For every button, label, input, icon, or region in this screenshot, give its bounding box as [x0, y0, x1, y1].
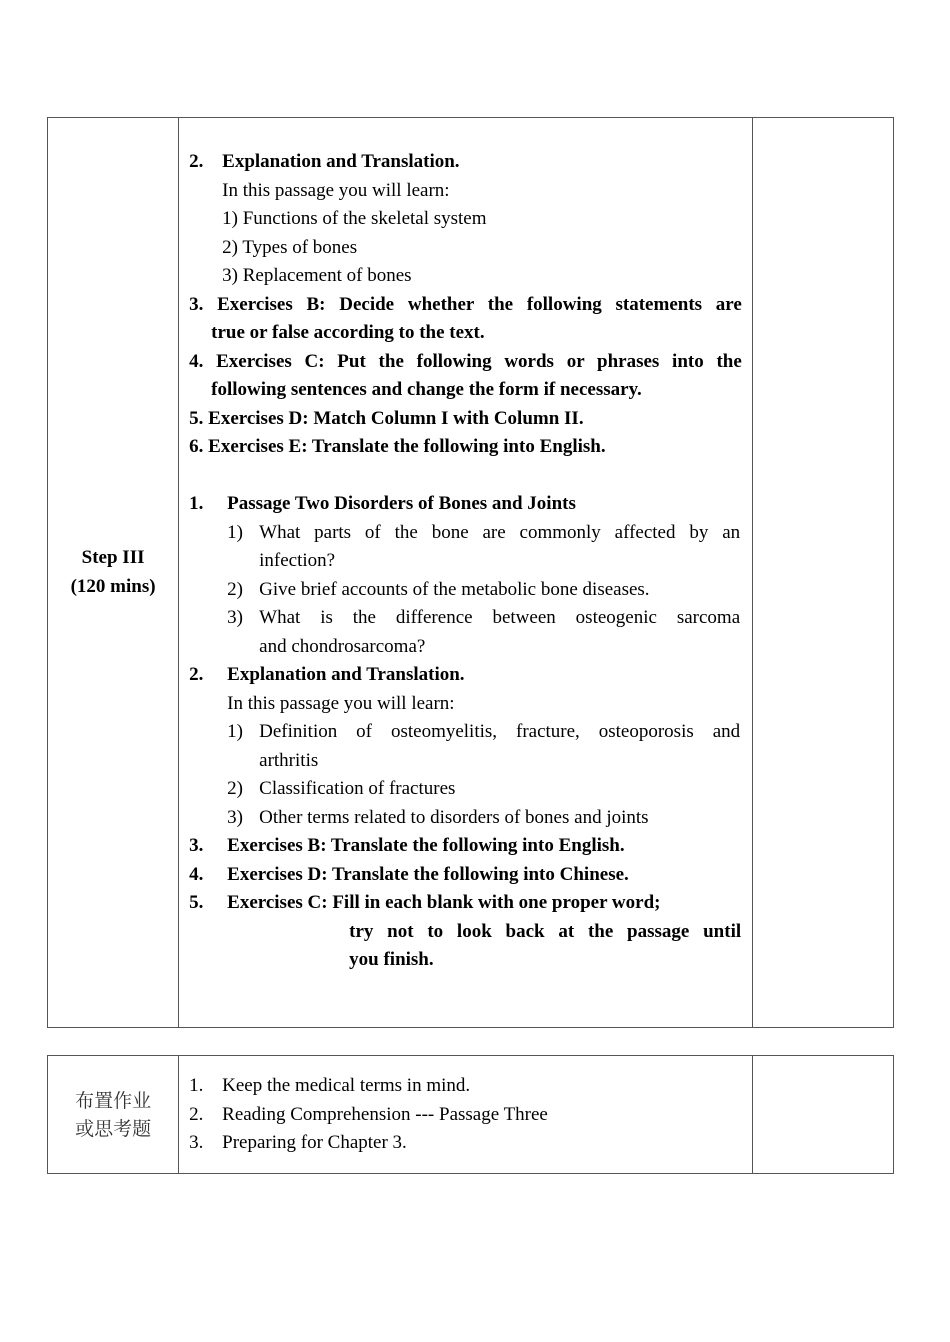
learn-intro: In this passage you will learn: [227, 692, 455, 714]
list-item: 1. Passage Two Disorders of Bones and Joints [189, 493, 576, 514]
explanation-heading: Explanation and Translation. [227, 664, 465, 685]
list-item: 1. Keep the medical terms in mind. [189, 1075, 471, 1096]
table-row [48, 118, 894, 1028]
question-continuation: and chondrosarcoma? [259, 635, 426, 657]
step-content-cell [179, 118, 753, 1028]
exercise-c-line: 4. Exercises C: Put the following words or phrases into the [189, 350, 742, 372]
explanation-heading: Explanation and Translation. [222, 151, 460, 172]
learn-intro: In this passage you will learn: [222, 179, 450, 201]
list-item: 1) Definition of osteomyelitis, fracture, osteoporosis and [227, 721, 741, 742]
homework-label-cell [48, 1056, 179, 1174]
exercise-c-line: following sentences and change the form if necessary. [211, 379, 642, 400]
list-item: 2) Classification of fractures [227, 778, 456, 799]
homework-table [47, 1055, 894, 1174]
notes-cell [752, 118, 893, 1028]
question-item: 3) What is the difference between osteogenic sarcoma [227, 607, 741, 628]
exercise-item: 4. Exercises D: Translate the following into Chinese. [189, 863, 629, 885]
exercise-item: 5. Exercises C: Fill in each blank with one proper word; [189, 892, 661, 913]
question-continuation: infection? [259, 550, 336, 571]
exercise-continuation: try not to look back at the passage until [349, 920, 742, 942]
list-item: 2. Explanation and Translation. [189, 664, 465, 685]
exercise-b-line: 3. Exercises B: Decide whether the following statements are [189, 293, 742, 315]
homework-label: 或思考题 [75, 1117, 152, 1140]
table-row [48, 1056, 894, 1174]
question-item: 2) Give brief accounts of the metabolic bone diseases. [227, 578, 650, 600]
list-item: 3) Replacement of bones [222, 265, 412, 286]
homework-content-cell [179, 1056, 753, 1174]
question-item: 1) What parts of the bone are commonly affected by an [227, 521, 741, 543]
list-item: 2. Reading Comprehension --- Passage Three [189, 1103, 548, 1125]
list-item: 3) Other terms related to disorders of bones and joints [227, 806, 649, 828]
exercise-e-line: 6. Exercises E: Translate the following into English. [189, 436, 606, 457]
homework-label: 布置作业 [75, 1089, 152, 1112]
list-item: 2. Explanation and Translation. [189, 151, 460, 172]
step-duration: (120 mins) [70, 575, 156, 597]
exercise-continuation: you finish. [349, 949, 434, 970]
list-item: 1) Functions of the skeletal system [222, 208, 487, 229]
step-label-cell [48, 118, 179, 1028]
list-item-continuation: arthritis [259, 749, 319, 771]
exercise-d-line: 5. Exercises D: Match Column I with Column II. [189, 407, 584, 429]
notes-cell [752, 1056, 893, 1174]
exercise-b-line: true or false according to the text. [211, 322, 485, 343]
list-item: 2) Types of bones [222, 236, 358, 258]
list-item: 3. Preparing for Chapter 3. [189, 1132, 407, 1153]
exercise-item: 3. Exercises B: Translate the following into English. [189, 835, 625, 856]
step-title: Step III [81, 547, 145, 568]
passage-two-heading: Passage Two Disorders of Bones and Joints [227, 493, 576, 514]
step-three-table [47, 117, 894, 1028]
